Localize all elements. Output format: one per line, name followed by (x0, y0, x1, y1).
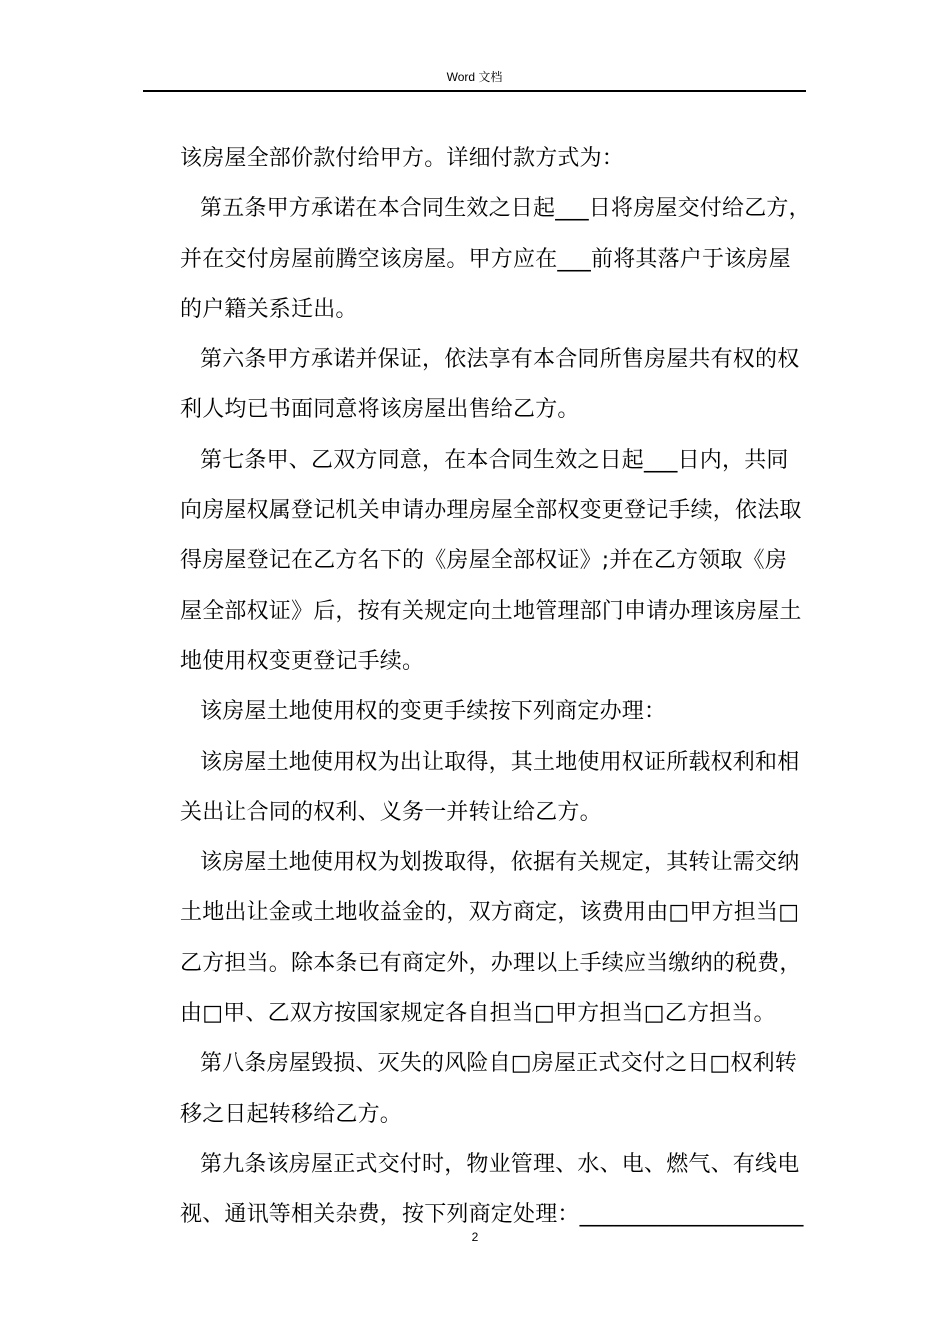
text-line: 该房屋全部价款付给甲方。详细付款方式为： (180, 146, 625, 171)
text-line: 第七条甲、乙双方同意，在本合同生效之日起___日内，共同 (200, 447, 789, 473)
text-line: 屋全部权证》后，按有关规定向土地管理部门申请办理该房屋土 (180, 598, 802, 624)
paragraph-land-use-allocation (180, 838, 806, 1039)
text-line: 第六条甲方承诺并保证，依法享有本合同所售房屋共有权的权 (200, 347, 800, 373)
text-line: 关出让合同的权利、义务一并转让给乙方。 (180, 799, 602, 825)
paragraph-article-5 (180, 184, 811, 335)
text-line: 视、通讯等相关杂费，按下列商定处理：____________________ (180, 1202, 804, 1228)
text-line: 得房屋登记在乙方名下的《房屋全部权证》;并在乙方领取《房 (180, 548, 788, 574)
text-line: 向房屋权属登记机关申请办理房屋全部权变更登记手续，依法取 (180, 498, 802, 524)
text-line: 第九条该房屋正式交付时，物业管理、水、电、燃气、有线电 (200, 1151, 800, 1177)
paragraph-land-use-intro (180, 687, 806, 737)
text-line: 该房屋土地使用权的变更手续按下列商定办理： (200, 699, 667, 725)
paragraph-1 (180, 134, 806, 184)
text-line: 第八条房屋毁损、灭失的风险自□房屋正式交付之日□权利转 (200, 1051, 797, 1077)
text-line: 乙方担当。除本条已有商定外，办理以上手续应当缴纳的税费， (180, 950, 802, 976)
page-number: 2 (471, 1230, 479, 1244)
text-line: 该房屋土地使用权为出让取得，其土地使用权证所载权利和相 (200, 749, 800, 775)
text-line: 土地出让金或土地收益金的，双方商定，该费用由□甲方担当□ (180, 900, 800, 926)
paragraph-land-use-transfer (180, 738, 806, 839)
paragraph-article-8 (180, 1039, 806, 1140)
text-line: 利人均已书面同意将该房屋出售给乙方。 (180, 397, 580, 423)
text-line: 并在交付房屋前腾空该房屋。甲方应在___前将其落户于该房屋 (180, 246, 791, 272)
document-body (180, 134, 811, 1241)
text-line: 的户籍关系迁出。 (180, 296, 358, 322)
header-title: Word 文档 (446, 70, 503, 84)
text-line: 该房屋土地使用权为划拨取得，依据有关规定，其转让需交纳 (200, 850, 800, 876)
text-line: 由□甲、乙双方按国家规定各自担当□甲方担当□乙方担当。 (180, 1001, 776, 1027)
paragraph-article-7 (180, 436, 806, 687)
text-line: 地使用权变更登记手续。 (180, 648, 425, 674)
text-line: 第五条甲方承诺在本合同生效之日起___日将房屋交付给乙方， (200, 196, 811, 222)
text-line: 移之日起转移给乙方。 (180, 1101, 403, 1127)
page-header (143, 66, 806, 92)
paragraph-article-6 (180, 335, 806, 436)
paragraph-article-9 (180, 1140, 806, 1241)
